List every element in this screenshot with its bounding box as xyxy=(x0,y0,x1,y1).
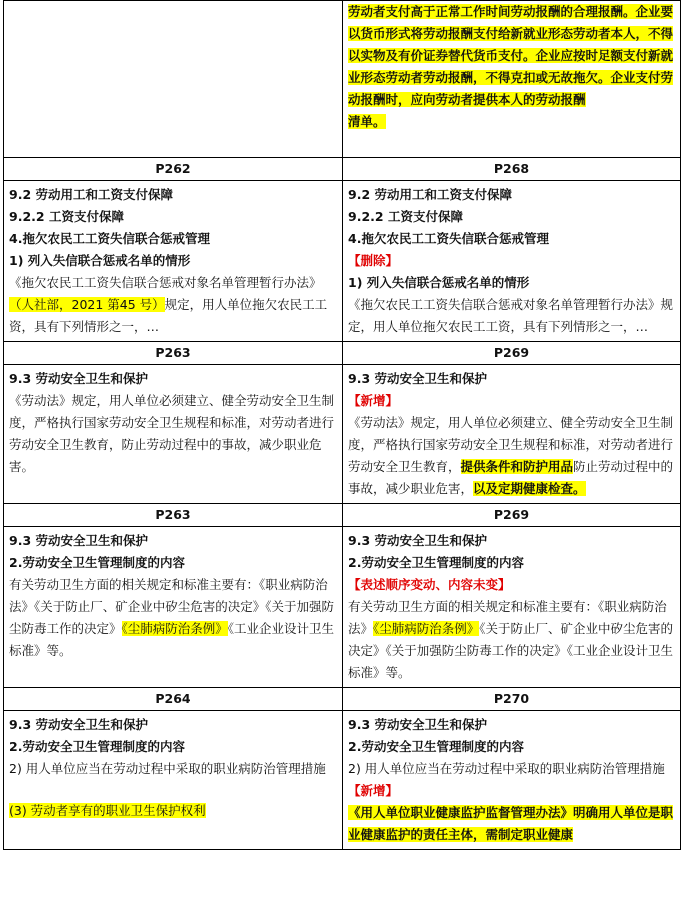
top-right-tail: 清单。 xyxy=(348,114,386,129)
highlighted-text: 《用人单位职业健康监护监督管理办法》明确用人单位是职业健康监护的责任主体，需制定职业健康 xyxy=(348,805,674,842)
change-tag: 【新增】 xyxy=(348,783,399,798)
change-tag: 【表述顺序变动、内容未变】 xyxy=(348,577,511,592)
page-ref-right: P270 xyxy=(343,688,681,711)
section-heading: 9.3 劳动安全卫生和保护 xyxy=(9,533,148,548)
change-tag: 【删除】 xyxy=(348,253,399,268)
old-text-cell xyxy=(4,181,343,342)
highlighted-text: (3) 劳动者享有的职业卫生保护权利 xyxy=(9,803,206,818)
paragraph-text: 防止劳动过程中的事故，减少职业危害， xyxy=(348,459,674,496)
paragraph-text: 《拖欠农民工工资失信联合惩戒对象名单管理暂行办法》规定，用人单位拖欠农民工工资，具有下列情形之一，… xyxy=(348,297,674,334)
table-row xyxy=(4,711,681,850)
paragraph-text: 《劳动法》规定，用人单位必须建立、健全劳动安全卫生制度，严格执行国家劳动安全卫生规程和标准，对劳动者进行劳动安全卫生教育， xyxy=(348,415,674,474)
page-ref-left: P262 xyxy=(4,158,343,181)
paragraph xyxy=(9,574,337,662)
table-row-page-header xyxy=(4,158,681,181)
highlighted-text: （人社部，2021 第45 号） xyxy=(9,297,165,312)
old-text-cell xyxy=(4,365,343,504)
section-heading: 9.2 劳动用工和工资支付保障 xyxy=(348,187,512,202)
comparison-table xyxy=(3,0,681,850)
table-row-top xyxy=(4,1,681,158)
paragraph xyxy=(348,802,675,846)
page-ref-left: P263 xyxy=(4,342,343,365)
page-ref-right: P268 xyxy=(343,158,681,181)
new-text-cell xyxy=(343,365,681,504)
paragraph-text: 《关于防止厂、矿企业中矽尘危害的决定》《关于加强防尘防毒工作的决定》《工业企业设计卫生标准》等。 xyxy=(348,621,674,680)
new-text-cell xyxy=(343,181,681,342)
section-heading: 9.3 劳动安全卫生和保护 xyxy=(348,717,487,732)
subsection-heading: 2.劳动安全卫生管理制度的内容 xyxy=(348,739,524,754)
paragraph xyxy=(9,272,337,338)
paragraph-text: 2) 用人单位应当在劳动过程中采取的职业病防治管理措施 xyxy=(9,761,326,776)
top-right-cell xyxy=(343,1,681,158)
top-right-text: 劳动者支付高于正常工作时间劳动报酬的合理报酬。企业要以货币形式将劳动报酬支付给新就业形态劳动者本人，不得以实物及有价证券替代货币支付。企业应按时足额支付新就业形态劳动者劳动报酬，不得克扣或无故拖欠。企业支付劳动报酬时，应向劳动者提供本人的劳动报酬 xyxy=(348,4,674,107)
table-row xyxy=(4,527,681,688)
subsection-heading: 2.劳动安全卫生管理制度的内容 xyxy=(9,739,185,754)
subsection-heading: 2.劳动安全卫生管理制度的内容 xyxy=(348,555,524,570)
subitem-heading: 1) 列入失信联合惩戒名单的情形 xyxy=(348,275,530,290)
highlighted-text: 《尘肺病防治条例》 xyxy=(121,621,228,636)
new-text-cell xyxy=(343,711,681,850)
paragraph-text: 有关劳动卫生方面的相关规定和标准主要有：《职业病防治法》《关于防止厂、矿企业中矽尘危害的决定》《关于加强防尘防毒工作的决定》 xyxy=(9,577,335,636)
subsection-heading: 9.2.2 工资支付保障 xyxy=(9,209,124,224)
change-tag: 【新增】 xyxy=(348,393,399,408)
item-heading: 4.拖欠农民工工资失信联合惩戒管理 xyxy=(348,231,549,246)
page-ref-left: P264 xyxy=(4,688,343,711)
table-row-page-header xyxy=(4,342,681,365)
table-row xyxy=(4,181,681,342)
paragraph-text: 2) 用人单位应当在劳动过程中采取的职业病防治管理措施 xyxy=(348,761,665,776)
table-row-page-header xyxy=(4,504,681,527)
paragraph xyxy=(9,800,337,822)
subitem-heading: 1) 列入失信联合惩戒名单的情形 xyxy=(9,253,191,268)
page-ref-left: P263 xyxy=(4,504,343,527)
paragraph-text: 《拖欠农民工工资失信联合惩戒对象名单管理暂行办法》 xyxy=(9,275,322,290)
section-heading: 9.2 劳动用工和工资支付保障 xyxy=(9,187,173,202)
highlighted-text: 《尘肺病防治条例》 xyxy=(373,621,480,636)
paragraph xyxy=(348,596,675,684)
old-text-cell xyxy=(4,527,343,688)
table-row-page-header xyxy=(4,688,681,711)
page-ref-right: P269 xyxy=(343,504,681,527)
paragraph-text: 《劳动法》规定，用人单位必须建立、健全劳动安全卫生制度，严格执行国家劳动安全卫生规程和标准，对劳动者进行劳动安全卫生教育，防止劳动过程中的事故，减少职业危害。 xyxy=(9,393,335,474)
paragraph-text: 《工业企业设计卫生标准》等。 xyxy=(9,621,335,658)
item-heading: 4.拖欠农民工工资失信联合惩戒管理 xyxy=(9,231,210,246)
section-heading: 9.3 劳动安全卫生和保护 xyxy=(9,717,148,732)
paragraph xyxy=(348,412,675,500)
top-left-cell xyxy=(4,1,343,158)
highlighted-text: 以及定期健康检查。 xyxy=(473,481,586,496)
section-heading: 9.3 劳动安全卫生和保护 xyxy=(348,533,487,548)
new-text-cell xyxy=(343,527,681,688)
subsection-heading: 2.劳动安全卫生管理制度的内容 xyxy=(9,555,185,570)
paragraph-text: 规定，用人单位拖欠农民工工资，具有下列情形之一，… xyxy=(9,297,328,334)
section-heading: 9.3 劳动安全卫生和保护 xyxy=(348,371,487,386)
highlighted-text: 提供条件和防护用品 xyxy=(460,459,574,474)
section-heading: 9.3 劳动安全卫生和保护 xyxy=(9,371,148,386)
paragraph-text: 有关劳动卫生方面的相关规定和标准主要有：《职业病防治法》 xyxy=(348,599,667,636)
page-ref-right: P269 xyxy=(343,342,681,365)
table-row xyxy=(4,365,681,504)
old-text-cell xyxy=(4,711,343,850)
subsection-heading: 9.2.2 工资支付保障 xyxy=(348,209,463,224)
